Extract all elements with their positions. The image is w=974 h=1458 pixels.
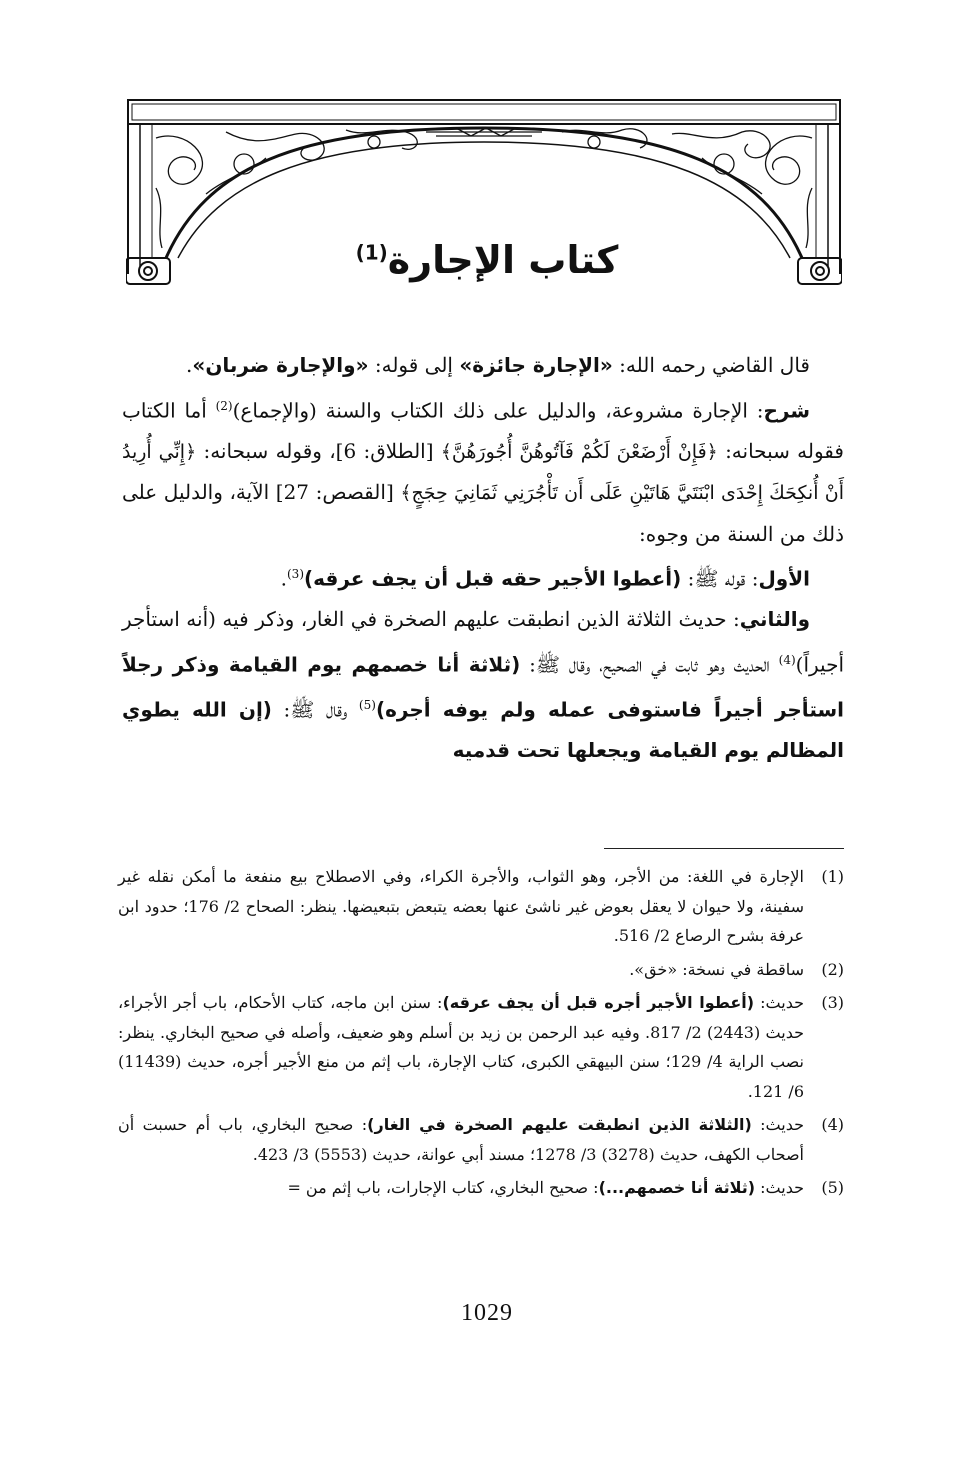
chapter-title-text: كتاب الإجارة bbox=[387, 238, 619, 282]
p4-label: والثاني bbox=[739, 607, 810, 632]
footnote-number: (4) bbox=[821, 1115, 844, 1134]
p3-hadith: (أعطوا الأجير حقه قبل أن يجف عرقه) bbox=[304, 566, 682, 591]
p2-footnote-ref: (2) bbox=[215, 398, 233, 413]
paragraph-3 bbox=[122, 554, 844, 599]
footnote-text: ساقطة في نسخة: «خق». bbox=[629, 959, 804, 979]
paragraph-2 bbox=[122, 386, 844, 555]
title-footnote-ref: (1) bbox=[355, 240, 388, 265]
footnote-lead: حديث: bbox=[754, 993, 804, 1012]
p1-quote-1: «الإجارة جائزة» bbox=[459, 353, 613, 377]
footnote-4 bbox=[118, 1110, 844, 1169]
footnote-lead: حديث: bbox=[755, 1178, 804, 1197]
footnote-divider bbox=[604, 848, 844, 849]
p4-text-1: : حديث الثلاثة الذين انطبقت عليهم الصخرة في الغار، وذكر فيه (أنه استأجر أجيراً) bbox=[122, 607, 845, 677]
footnote-hadith: (ثلاثة أنا خصمهم...) bbox=[598, 1178, 756, 1197]
p2-quran-1: ﴿فَإِنْ أَرْضَعْنَ لَكُمْ فَآتُوهُنَّ أُجُورَهُنَّ﴾ bbox=[440, 440, 718, 463]
p4-text-2: الحديث وهو ثابت في الصحيح، وقال ﷺ: bbox=[520, 652, 779, 677]
footnote-body: : سنن ابن ماجه، كتاب الأحكام، باب أجر الأجراء، حديث (2443) 2/ 817. وفيه عبد الرحمن بن زيد بن أسلم وهو ضعيف، وأصله في صحيح البخاري. ينظر: نصب الراية 4/ 129؛ سنن البيهقي الكبرى، كتاب الإجارة، باب إثم من منع الأجير أجره، حديث (11439) 6/ 121. bbox=[118, 993, 805, 1101]
footnote-5 bbox=[118, 1173, 844, 1203]
footnote-number: (2) bbox=[821, 959, 844, 979]
p4-hadith-3: (إن الله يطوي المظالم يوم القيامة ويجعلها تحت قدميه bbox=[122, 697, 844, 763]
p2-text-3: [الطلاق: 6]، وقوله سبحانه: bbox=[196, 438, 441, 463]
p3-label: الأول bbox=[758, 566, 810, 591]
footnotes bbox=[118, 862, 844, 1207]
footnote-number: (5) bbox=[821, 1178, 844, 1197]
footnote-number: (3) bbox=[821, 993, 844, 1012]
p3-footnote-ref: (3) bbox=[286, 567, 304, 582]
footnote-3 bbox=[118, 988, 844, 1106]
footnote-body: : صحيح البخاري، كتاب الإجارات، باب إثم من = bbox=[287, 1178, 599, 1197]
p4-footnote-ref-4: (4) bbox=[778, 652, 796, 667]
footnote-text bbox=[118, 988, 804, 1106]
paragraph-1 bbox=[122, 345, 844, 386]
footnote-number: (1) bbox=[821, 867, 844, 886]
p4-footnote-ref-5: (5) bbox=[358, 697, 376, 712]
p1-quote-2: «والإجارة ضربان» bbox=[192, 353, 369, 377]
main-text bbox=[122, 345, 844, 771]
p1-lead: قال القاضي رحمه الله: bbox=[612, 353, 810, 377]
p2-quran-2: ﴿إِنِّي أُرِيدُ أَنْ أُنكِحَكَ إِحْدَى ابْنَتَيَّ هَاتَيْنِ عَلَى أَن تَأْجُرَنِي ثَمَانِيَ حِجَجٍ﴾ bbox=[122, 440, 844, 505]
page-number: 1029 bbox=[461, 1300, 513, 1326]
p3-text-1: : قوله ﷺ: bbox=[681, 566, 759, 591]
footnote-hadith: (الثلاثة الذين انطبقت عليهم الصخرة في الغار) bbox=[367, 1115, 752, 1134]
paragraph-4 bbox=[122, 599, 844, 770]
footnote-lead: حديث: bbox=[751, 1115, 805, 1134]
p2-label: شرح bbox=[763, 398, 810, 423]
p4-text-3: وقال ﷺ: bbox=[271, 697, 359, 722]
p3-end: . bbox=[280, 566, 287, 591]
footnote-text bbox=[118, 1110, 804, 1169]
p2-text-4: [القصص: 27] الآية، والدليل على ذلك من السنة من وجوه: bbox=[122, 480, 844, 546]
p4-hadith-2: (ثلاثة أنا خصمهم يوم القيامة وذكر رجلاً استأجر أجيراً فاستوفى عمله ولم يوفه أجره) bbox=[122, 652, 845, 722]
p2-text-1: : الإجارة مشروعة، والدليل على ذلك الكتاب والسنة (والإجماع) bbox=[232, 398, 764, 423]
footnote-2 bbox=[118, 955, 844, 985]
footnote-text bbox=[118, 1173, 804, 1203]
p1-end: . bbox=[186, 353, 193, 377]
chapter-title bbox=[0, 238, 974, 282]
footnote-body: : صحيح البخاري، باب أم حسبت أن أصحاب الكهف، حديث (3278) 3/ 1278؛ مسند أبي عوانة، حديث (5553) 3/ 423. bbox=[118, 1115, 804, 1164]
footnote-text: الإجارة في اللغة: من الأجر، وهو الثواب، والأجرة الكراء، وفي الاصطلاح بيع منفعة ما أمكن نقله غير سفينة، ولا حيوان لا يعقل بعوض غير ناشئ عنها بعضه يتبعض بتبعيضها. ينظر: الصحاح 2/ 176؛ حدود ابن عرفة بشرح الرصاع 2/ 516. bbox=[118, 867, 804, 945]
footnote-1 bbox=[118, 862, 844, 951]
footnote-hadith: (أعطوا الأجير أجره قبل أن يجف عرقه) bbox=[442, 993, 755, 1012]
p2-text-2: أما الكتاب فقوله سبحانه: bbox=[122, 398, 844, 463]
p1-mid: إلى قوله: bbox=[368, 353, 460, 377]
